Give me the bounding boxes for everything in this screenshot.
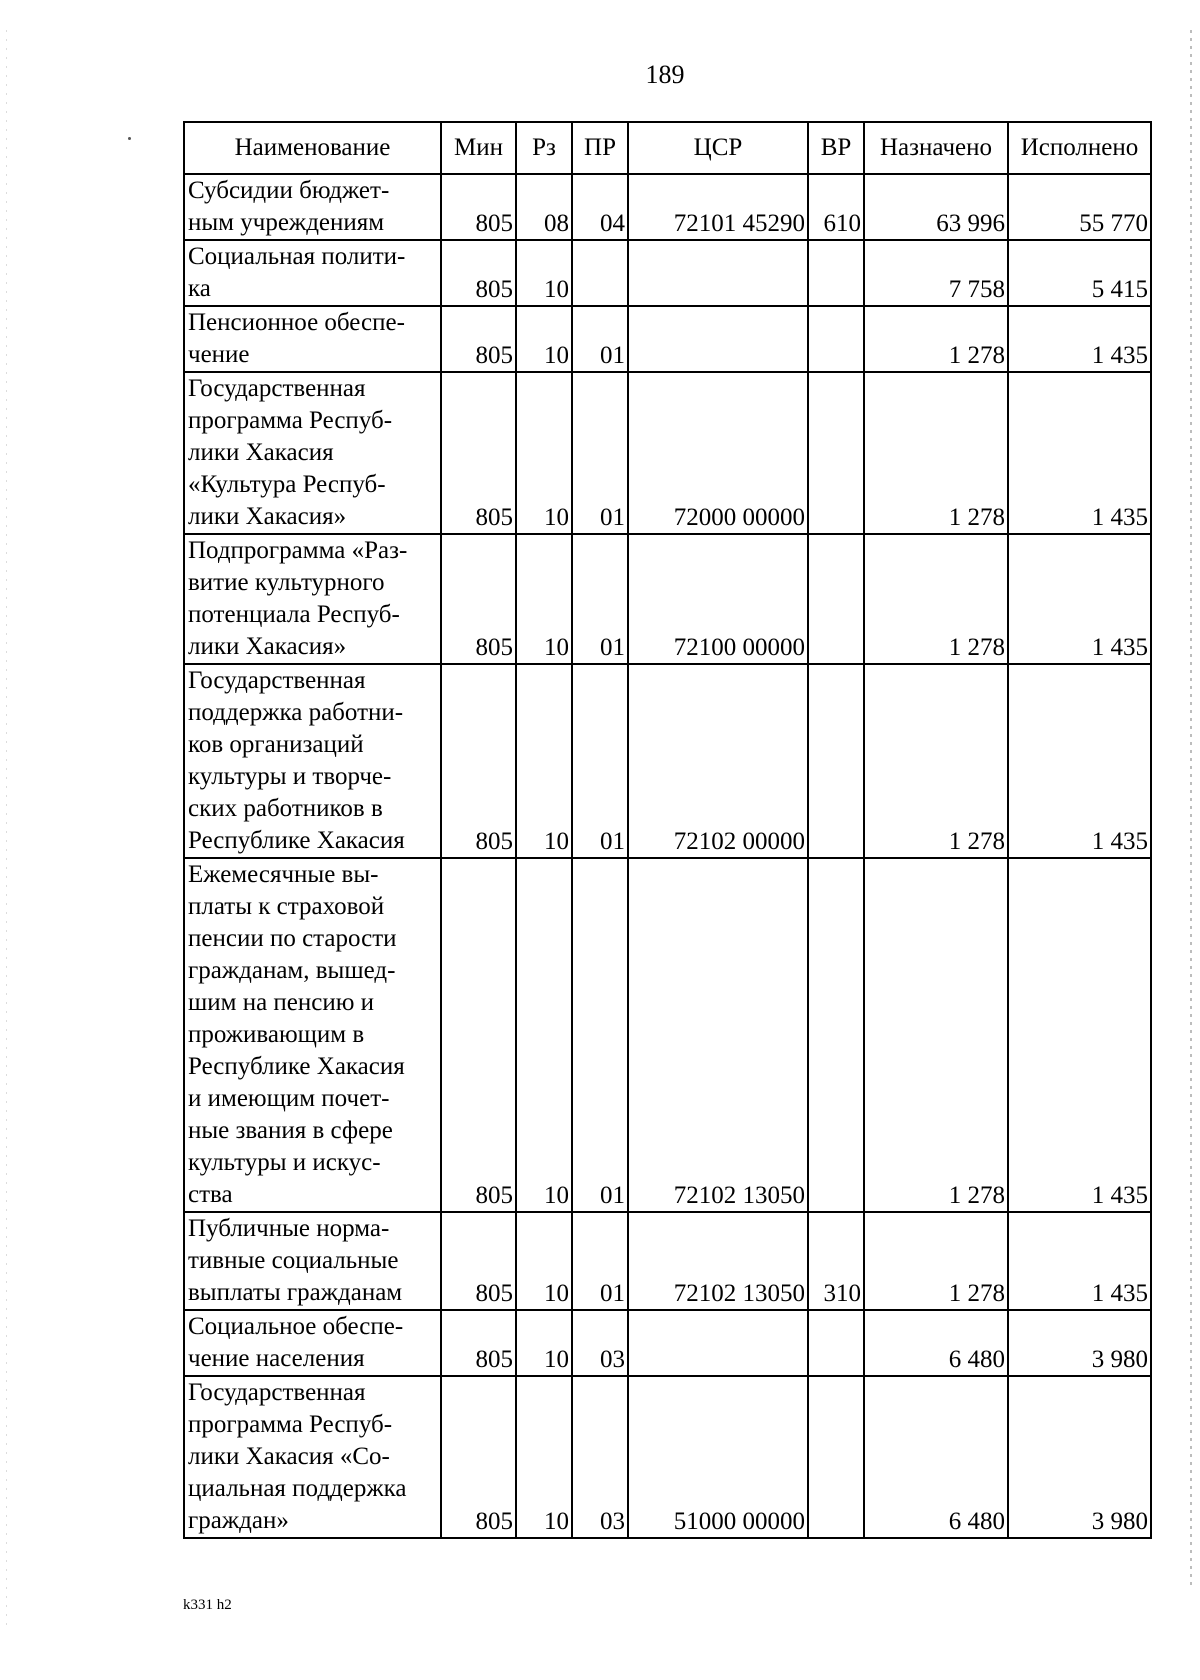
table-row <box>184 1310 1151 1376</box>
cell-name: Ежемесячные вы- платы к страховой пенсии по старости гражданам, вышед- шим на пенсию и проживающим в Республике Хакасия и имеющим почет- ные звания в сфере культуры и искус- ства <box>184 858 441 1212</box>
cell-rz: 08 <box>516 174 572 240</box>
cell-assigned: 1 278 <box>864 372 1008 534</box>
cell-pr: 01 <box>572 664 628 858</box>
cell-name: Государственная поддержка работни- ков организаций культуры и творче- ских работников в Республике Хакасия <box>184 664 441 858</box>
cell-executed: 55 770 <box>1008 174 1151 240</box>
cell-pr: 04 <box>572 174 628 240</box>
cell-pr: 01 <box>572 372 628 534</box>
cell-vr: 310 <box>808 1212 864 1310</box>
cell-vr <box>808 1376 864 1538</box>
cell-pr <box>572 240 628 306</box>
cell-assigned: 1 278 <box>864 858 1008 1212</box>
budget-table <box>183 121 1152 1539</box>
cell-name: Подпрограмма «Раз- витие культурного потенциала Респуб- лики Хакасия» <box>184 534 441 664</box>
cell-assigned: 6 480 <box>864 1376 1008 1538</box>
cell-min: 805 <box>441 1376 516 1538</box>
cell-pr: 01 <box>572 534 628 664</box>
table-row <box>184 1376 1151 1538</box>
cell-executed: 1 435 <box>1008 372 1151 534</box>
cell-executed: 1 435 <box>1008 858 1151 1212</box>
cell-name: Государственная программа Респуб- лики Хакасия «Культура Респуб- лики Хакасия» <box>184 372 441 534</box>
table-body <box>184 174 1151 1538</box>
cell-csr: 72000 00000 <box>628 372 808 534</box>
cell-vr <box>808 372 864 534</box>
scan-edge-line-left <box>6 30 7 1630</box>
cell-executed: 5 415 <box>1008 240 1151 306</box>
table-row <box>184 664 1151 858</box>
table-row <box>184 372 1151 534</box>
cell-min: 805 <box>441 174 516 240</box>
footer-code: k331 h2 <box>183 1597 232 1613</box>
cell-min: 805 <box>441 1310 516 1376</box>
cell-vr <box>808 240 864 306</box>
cell-min: 805 <box>441 534 516 664</box>
cell-csr: 72102 13050 <box>628 858 808 1212</box>
cell-rz: 10 <box>516 1212 572 1310</box>
cell-rz: 10 <box>516 306 572 372</box>
cell-executed: 3 980 <box>1008 1310 1151 1376</box>
cell-executed: 1 435 <box>1008 664 1151 858</box>
cell-assigned: 1 278 <box>864 534 1008 664</box>
cell-name: Публичные норма- тивные социальные выплаты гражданам <box>184 1212 441 1310</box>
cell-assigned: 7 758 <box>864 240 1008 306</box>
cell-name: Государственная программа Респуб- лики Хакасия «Со- циальная поддержка граждан» <box>184 1376 441 1538</box>
cell-executed: 1 435 <box>1008 1212 1151 1310</box>
table-header-row <box>184 122 1151 174</box>
cell-min: 805 <box>441 664 516 858</box>
cell-rz: 10 <box>516 1310 572 1376</box>
cell-min: 805 <box>441 858 516 1212</box>
cell-name: Субсидии бюджет- ным учреждениям <box>184 174 441 240</box>
cell-vr <box>808 306 864 372</box>
cell-csr <box>628 240 808 306</box>
cell-rz: 10 <box>516 1376 572 1538</box>
table-row <box>184 858 1151 1212</box>
cell-pr: 03 <box>572 1310 628 1376</box>
header-name: Наименование <box>184 122 441 174</box>
header-rz: Рз <box>516 122 572 174</box>
cell-csr <box>628 1310 808 1376</box>
cell-min: 805 <box>441 306 516 372</box>
table-row <box>184 534 1151 664</box>
table-row <box>184 240 1151 306</box>
cell-vr: 610 <box>808 174 864 240</box>
cell-rz: 10 <box>516 240 572 306</box>
cell-csr: 72100 00000 <box>628 534 808 664</box>
cell-min: 805 <box>441 1212 516 1310</box>
cell-vr <box>808 1310 864 1376</box>
cell-name: Социальная полити- ка <box>184 240 441 306</box>
header-assigned: Назначено <box>864 122 1008 174</box>
cell-csr: 72101 45290 <box>628 174 808 240</box>
cell-csr: 51000 00000 <box>628 1376 808 1538</box>
header-vr: ВР <box>808 122 864 174</box>
table-row <box>184 174 1151 240</box>
header-pr: ПР <box>572 122 628 174</box>
cell-csr <box>628 306 808 372</box>
cell-pr: 01 <box>572 858 628 1212</box>
header-csr: ЦСР <box>628 122 808 174</box>
header-min: Мин <box>441 122 516 174</box>
cell-assigned: 1 278 <box>864 306 1008 372</box>
cell-assigned: 1 278 <box>864 664 1008 858</box>
scan-edge-line <box>1190 30 1192 1590</box>
cell-rz: 10 <box>516 372 572 534</box>
cell-name: Социальное обеспе- чение населения <box>184 1310 441 1376</box>
cell-assigned: 6 480 <box>864 1310 1008 1376</box>
cell-assigned: 63 996 <box>864 174 1008 240</box>
table-row <box>184 1212 1151 1310</box>
cell-vr <box>808 534 864 664</box>
scan-dot <box>128 137 131 140</box>
header-executed: Исполнено <box>1008 122 1151 174</box>
cell-pr: 03 <box>572 1376 628 1538</box>
cell-name: Пенсионное обеспе- чение <box>184 306 441 372</box>
cell-vr <box>808 858 864 1212</box>
cell-pr: 01 <box>572 306 628 372</box>
cell-csr: 72102 13050 <box>628 1212 808 1310</box>
cell-executed: 1 435 <box>1008 534 1151 664</box>
cell-rz: 10 <box>516 534 572 664</box>
cell-min: 805 <box>441 372 516 534</box>
cell-assigned: 1 278 <box>864 1212 1008 1310</box>
cell-min: 805 <box>441 240 516 306</box>
cell-vr <box>808 664 864 858</box>
cell-executed: 3 980 <box>1008 1376 1151 1538</box>
cell-pr: 01 <box>572 1212 628 1310</box>
cell-csr: 72102 00000 <box>628 664 808 858</box>
cell-rz: 10 <box>516 858 572 1212</box>
table-row <box>184 306 1151 372</box>
cell-executed: 1 435 <box>1008 306 1151 372</box>
cell-rz: 10 <box>516 664 572 858</box>
page-number: 189 <box>645 60 685 89</box>
